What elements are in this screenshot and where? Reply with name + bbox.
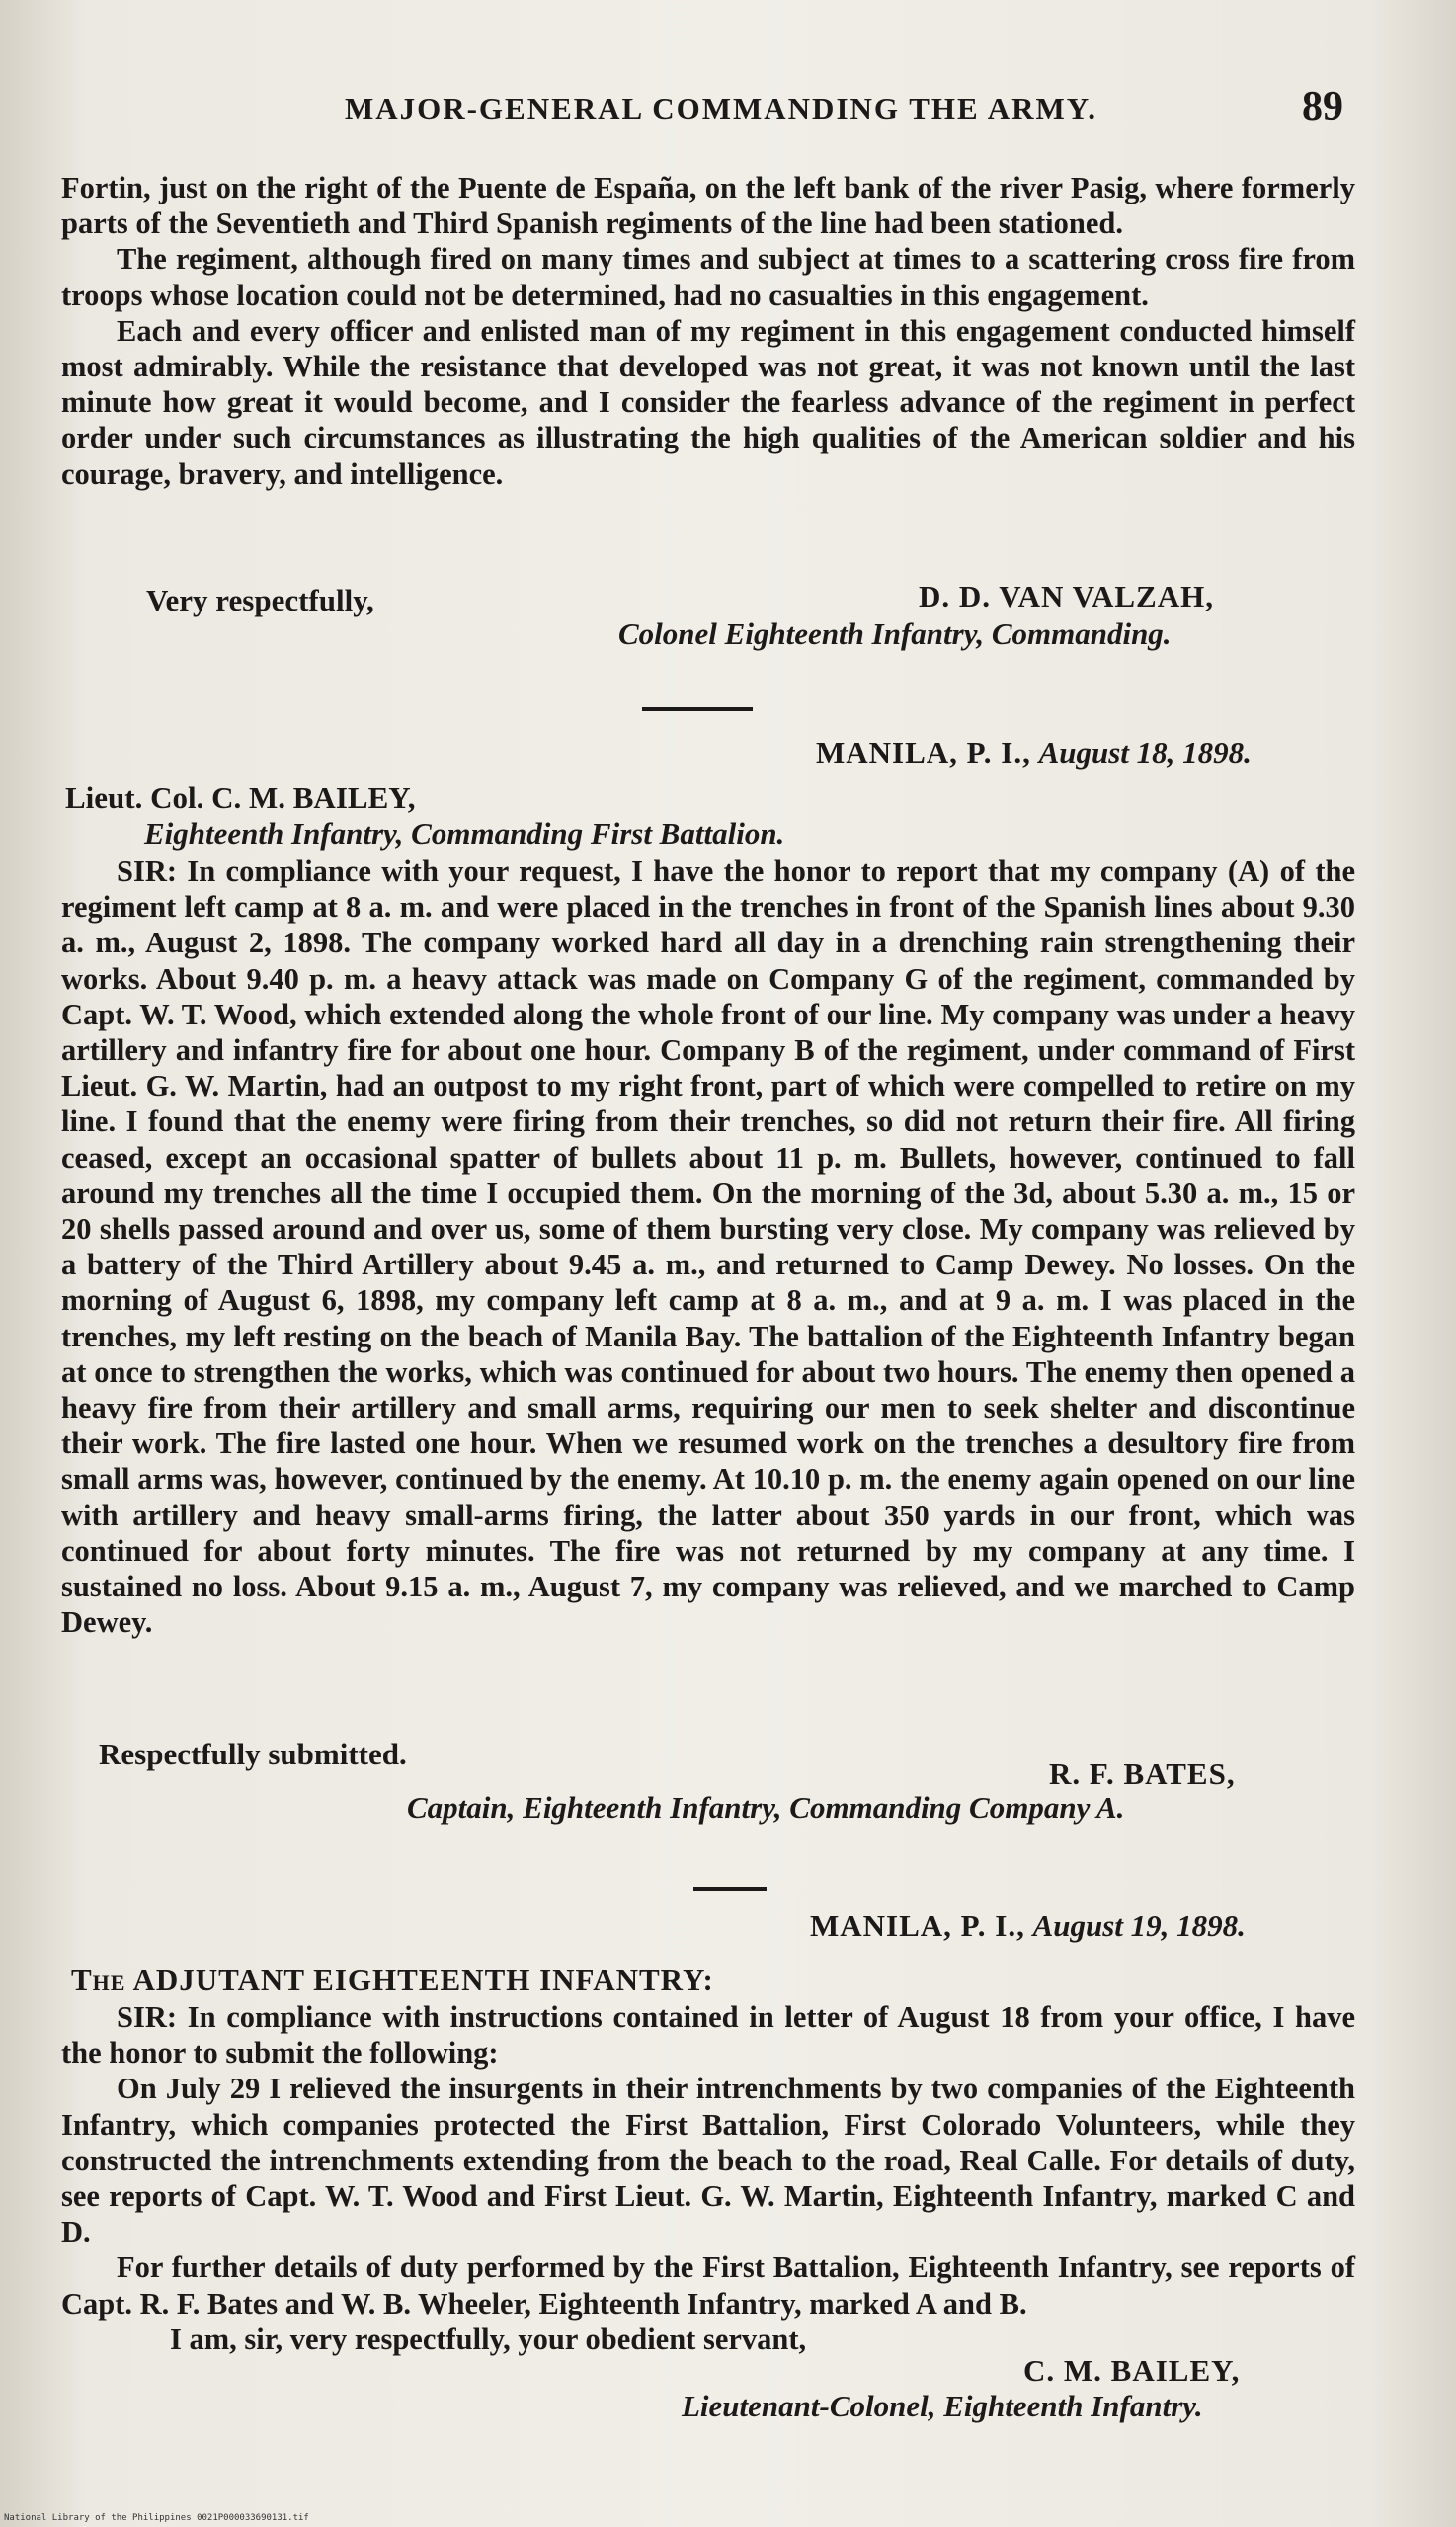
signer-name: C. M. BAILEY, xyxy=(1023,2353,1241,2388)
dateline-date: August 19, 1898. xyxy=(1032,1909,1246,1943)
addressee: The ADJUTANT EIGHTEENTH INFANTRY: xyxy=(71,1962,714,1997)
dateline-place: MANILA, P. I., xyxy=(816,735,1031,770)
signer-title: Captain, Eighteenth Infantry, Commanding Company A. xyxy=(407,1790,1125,1825)
dateline xyxy=(816,735,1252,771)
signer-name: D. D. VAN VALZAH, xyxy=(919,579,1214,613)
addressee-title: Eighteenth Infantry, Commanding First Battalion. xyxy=(144,816,785,851)
paragraph: Fortin, just on the right of the Puente de España, on the left bank of the river Pasig, where formerly parts of the Seventieth and Third Spanish regiments of the line had been stationed. xyxy=(61,171,1355,241)
closing-line: Very respectfully, xyxy=(146,583,374,617)
closing-line: Respectfully submitted. xyxy=(99,1737,407,1771)
signer-name: R. F. BATES, xyxy=(1049,1756,1236,1791)
paragraph: SIR: In compliance with your request, I have the honor to report that my company (A) of the regiment left camp at 8 a. m. and were placed in the trenches in front of the Spanish lines about 9.30 a. m., August 2, 1898. The company worked hard all day in a drenching rain strengthening their works. About 9.40 p. m. a heavy attack was made on Company G of the regiment, commanded by Capt. W. T. Wood, which extended along the whole front of our line. My company was under a heavy artillery and infantry fire for about one hour. Company B of the regiment, under command of First Lieut. G. W. Martin, had an outpost to my right front, part of which were compelled to retire on my line. I found that the enemy were firing from their trenches, so did not return their fire. All firing ceased, except an occasional spatter of bullets about 11 p. m. Bullets, however, continued to fall around my trenches all the time I occupied them. On the morning of the 3d, about 5.30 a. m., 15 or 20 shells passed around and over us, some of them bursting very close. My company was relieved by a battery of the Third Artillery about 9.45 a. m., and returned to Camp Dewey. No losses. On the morning of August 6, 1898, my company left camp at 8 a. m., and at 9 a. m. I was placed in the trenches, my left resting on the beach of Manila Bay. The battalion of the Eighteenth Infantry began at once to strengthen the works, which was continued for about two hours. The enemy then opened a heavy fire from their artillery and small arms, requiring our men to seek shelter and discontinue their work. The fire lasted one hour. When we resumed work on the trenches a desultory fire from small arms was, however, continued by the enemy. At 10.10 p. m. the enemy again opened on our line with artillery and heavy small-arms firing, the latter about 350 yards in our front, which was continued for about forty minutes. The fire was not returned by my company at any time. I sustained no loss. About 9.15 a. m., August 7, my company was relieved, and we marched to Camp Dewey. xyxy=(61,855,1355,1640)
running-header: MAJOR-GENERAL COMMANDING THE ARMY. xyxy=(344,91,1098,125)
addressee: Lieut. Col. C. M. BAILEY, xyxy=(65,780,416,815)
scan-footer: National Library of the Philippines 0021P000033690131.tif xyxy=(4,2513,309,2523)
paragraph: I am, sir, very respectfully, your obedient servant, xyxy=(170,2322,807,2356)
signer-title: Colonel Eighteenth Infantry, Commanding. xyxy=(618,616,1172,651)
signer-title: Lieutenant-Colonel, Eighteenth Infantry. xyxy=(682,2389,1203,2423)
paragraph: For further details of duty performed by the First Battalion, Eighteenth Infantry, see reports of Capt. R. F. Bates and W. B. Wheeler, Eighteenth Infantry, marked A and B. xyxy=(61,2250,1355,2321)
section-2-text xyxy=(61,854,1355,1640)
section-3-text xyxy=(61,1999,1355,2357)
section-divider xyxy=(693,1887,767,1891)
paragraph: On July 29 I relieved the insurgents in their intrenchments by two companies of the Eighteenth Infantry, which companies protected the First Battalion, First Colorado Volunteers, while they constructed the intrenchments extending from the beach to the road, Real Calle. For details of duty, see reports of Capt. W. T. Wood and First Lieut. G. W. Martin, Eighteenth Infantry, marked C and D. xyxy=(61,2072,1355,2249)
paragraph: Each and every officer and enlisted man of my regiment in this engagement conducted himself most admirably. While the resistance that developed was not great, it was not known until the last minute how great it would become, and I consider the fearless advance of the regiment in perfect order under such circumstances as illustrating the high qualities of the American soldier and his courage, bravery, and intelligence. xyxy=(61,313,1355,491)
dateline-date: August 18, 1898. xyxy=(1038,735,1252,770)
dateline xyxy=(810,1909,1246,1944)
section-divider xyxy=(642,707,753,711)
dateline-place: MANILA, P. I., xyxy=(810,1909,1025,1943)
paragraph: The regiment, although fired on many times and subject at times to a scattering cross fire from troops whose location could not be determined, had no casualties in this engagement. xyxy=(61,242,1355,312)
section-1-text xyxy=(61,170,1355,492)
page-number: 89 xyxy=(1302,84,1343,129)
paragraph: SIR: In compliance with instructions contained in letter of August 18 from your office, I have the honor to submit the following: xyxy=(61,2000,1355,2071)
